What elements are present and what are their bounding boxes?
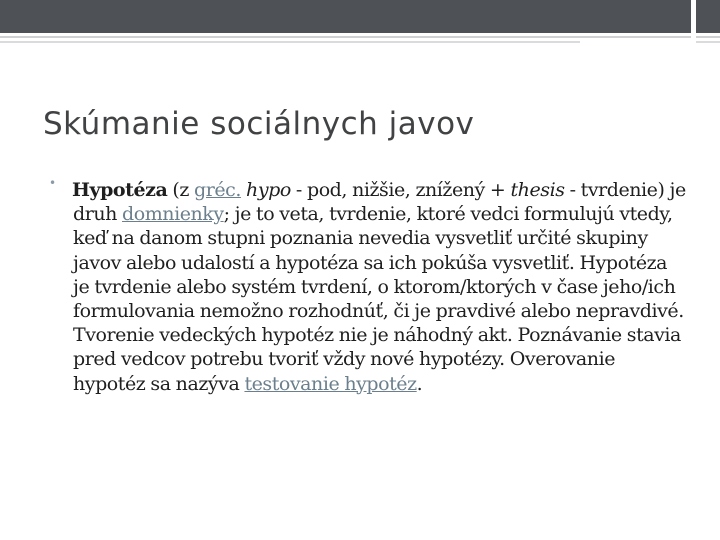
text-run: (z [167, 179, 195, 201]
term-hypoteza: Hypotéza [72, 179, 168, 201]
text-run: - pod, nižšie, znížený + [290, 179, 511, 201]
top-decoration-bar [0, 0, 691, 33]
body-paragraph [73, 178, 688, 396]
decoration-line [696, 41, 720, 43]
term-hypo: hypo [246, 179, 291, 201]
slide-title: Skúmanie sociálnych javov [43, 106, 475, 142]
decoration-line [0, 41, 580, 43]
text-run: - tvrdenie) je druh [73, 179, 686, 226]
link-domnienky[interactable]: domnienky [122, 203, 224, 226]
top-decoration-corner [696, 0, 720, 33]
decoration-line [0, 36, 691, 38]
link-testovanie-hypotez[interactable]: testovanie hypotéz [244, 372, 417, 395]
text-run: . [416, 372, 423, 395]
decoration-line [696, 36, 720, 38]
link-grec[interactable]: gréc. [194, 179, 241, 201]
term-thesis: thesis [510, 179, 565, 201]
text-run: ; je to veta, tvrdenie, ktoré vedci formulujú vtedy, keď na danom stupni poznania nevedia vysvetliť určité skupiny javov alebo udalostí a hypotéza sa ich pokúša vysvetliť. Hypotéza je tvrdenie alebo systém tvrdení, o ktorom/ktorých v čase jeho/ich formulovania nemožno rozhodnúť, či je pravdivé alebo nepravdivé. Tvorenie vedeckých hypotéz nie je náhodný akt. Poznávanie stavia pred vedcov potrebu tvoriť vždy nové hypotézy. Overovanie hypotéz sa nazýva [73, 203, 684, 395]
bullet-icon: • [49, 176, 57, 190]
